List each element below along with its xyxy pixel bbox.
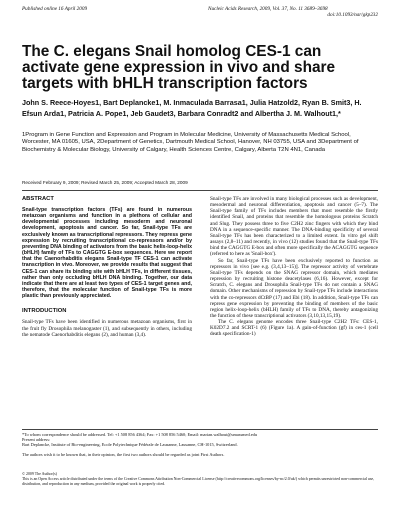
footnotes — [22, 432, 378, 457]
license-text: This is an Open Access article distributed under the terms of the Creative Commons Attribution Non-Commercial License (http://creativecommons.org/licenses/by-nc/2.0/uk/) which permits unrestricted non-commercial use, distribution, and reproduction in any medium, provided the original work is properly cited. — [22, 475, 375, 486]
equal-contribution-note: The authors wish it to be known that, in their opinion, the first two authors should be regarded as joint First Authors. — [22, 451, 225, 457]
body-paragraph-1: Snail-type TFs are involved in many biological processes such as development, mesodermal and neuronal differentiation, apoptosis and cancer (5–7). The Snail-type family of TFs includes members that most resemble the firstly identified Snail, and proteins that resemble the homologous proteins Scratch and Slug. They possess three to five C2H2 zinc fingers with which they bind DNA in a sequence-specific manner. The DNA-binding specificity of several Snail-type TFs has been characterized to a limited extent. In vitro gel shift assays (2,8–11) and recently, in vivo (12) studies found that the Snail-type TFs bind the CAGGTG E-box and often more specifically the ACAGGTG sequence (referred to here as 'Snail-box'). — [210, 196, 378, 258]
header-divider — [22, 190, 378, 191]
footnote-divider — [22, 429, 378, 430]
article-title: The C. elegans Snail homolog CES-1 can activate gene expression in vivo and share targets with bHLH transcription factors — [22, 43, 336, 93]
published-date: Published online 16 April 2009 — [22, 6, 88, 12]
received-dates: Received February 9, 2009; Revised March 25, 2009; Accepted March 28, 2009 — [22, 180, 188, 185]
author-list: John S. Reece-Hoyes1, Bart Deplancke1, M. Inmaculada Barrasa1, Julia Hatzold2, Ryan B. Smit3, H. Efsun Arda1, Patricia A. Pope1, Jeb Gaudet3, Barbara Conradt2 and Albertha J. M. Walhout1,* — [22, 98, 362, 118]
present-address-note: Bart Deplancke, Institute of Bio-engineering, Ecole Polytechnique Fédérale de Lausanne, Lausanne, CH-1015, Switzerland. — [22, 442, 238, 448]
doi-link[interactable]: doi:10.1093/nar/gkp232 — [327, 12, 378, 19]
right-column — [210, 196, 378, 338]
affiliations: 1Program in Gene Function and Expression and Program in Molecular Medicine, University of Massachusetts Medical School, Worcester, MA 01605, USA, 2Department of Genetics, Dartmouth Medical School, Hanover, NH 03755, USA and 3Department of Biochemistry & Molecular Biology, University of Calgary, Health Sciences Centre, Calgary, Alberta T2N 4N1, Canada — [22, 132, 359, 153]
body-paragraph-2: So far, Snail-type TFs have been exclusively reported to function as repressors in vivo [see e.g. (3,4,13–15)]. The repressor activity of vertebrate Snail-type TFs depends on the SNAG repressor domain, which mediates repression by recruiting histone deacetylases (6,16). However, except for Scratch, C. elegans and Drosophila Snail-type TFs do not contain a SNAG domain. Other mechanisms of repression by Snail-type TFs include interactions with the co-repressors dCtBP (17) and Ebi (18). In addition, Snail-type TFs can repress gene expression by preventing the binding of members of the basic region helix-loop-helix (bHLH) family of TFs to DNA, thereby antagonizing the function of these transcriptional activators (3,10,13,15,19). — [210, 257, 378, 319]
running-head — [22, 6, 378, 26]
abstract-text: Snail-type transcription factors (TFs) are found in numerous metazoan organisms and function in a plethora of cellular and developmental processes including mesoderm and neuronal development, apoptosis and cancer. So far, Snail-type TFs are exclusively known as transcriptional repressors. They repress gene expression by recruiting transcriptional co-repressors and/or by preventing DNA binding of activators from the basic helix-loop-helix (bHLH) family of TFs to CAGGTG E-box sequences. Here we report that the Caenorhabditis elegans Snail-type TF CES-1 can activate transcription in vivo. Moreover, we provide results that suggest that CES-1 can share its binding site with bHLH TFs, in different tissues, rather than only occluding bHLH DNA binding. Together, our data indicate that there are at least two types of CES-1 target genes and, therefore, that the molecular function of Snail-type TFs is more plastic than previously appreciated. — [22, 207, 192, 300]
corresponding-author-note: *To whom correspondence should be addressed. Tel: +1 508 856 4364; Fax: +1 508 856 5460; Email: marian.walhout@umassmed.edu — [22, 432, 258, 437]
present-address-label: Present address: — [22, 437, 51, 443]
abstract-heading: ABSTRACT — [22, 196, 54, 202]
introduction-paragraph: Snail-type TFs have been identified in numerous metazoan organisms, first in the fruit fly Drosophila melanogaster (1), and subsequently in others, including the nematode Caenorhabditis elegans (2), and human (3,4). — [22, 319, 192, 338]
copyright-notice — [22, 472, 378, 486]
copyright-line: © 2009 The Author(s) — [22, 471, 57, 476]
left-column — [22, 196, 192, 338]
introduction-heading: INTRODUCTION — [22, 308, 67, 315]
body-paragraph-3: The C. elegans genome encodes three Snail-type C2H2 TFs: CES-1, K02D7.2 and SCRT-1 (6) (Figure 1a). A gain-of-function (gf) in ces-1 (cell death specification-1) — [210, 319, 378, 338]
journal-citation: Nucleic Acids Research, 2009, Vol. 37, No. 11 3689–3698 — [208, 6, 328, 12]
